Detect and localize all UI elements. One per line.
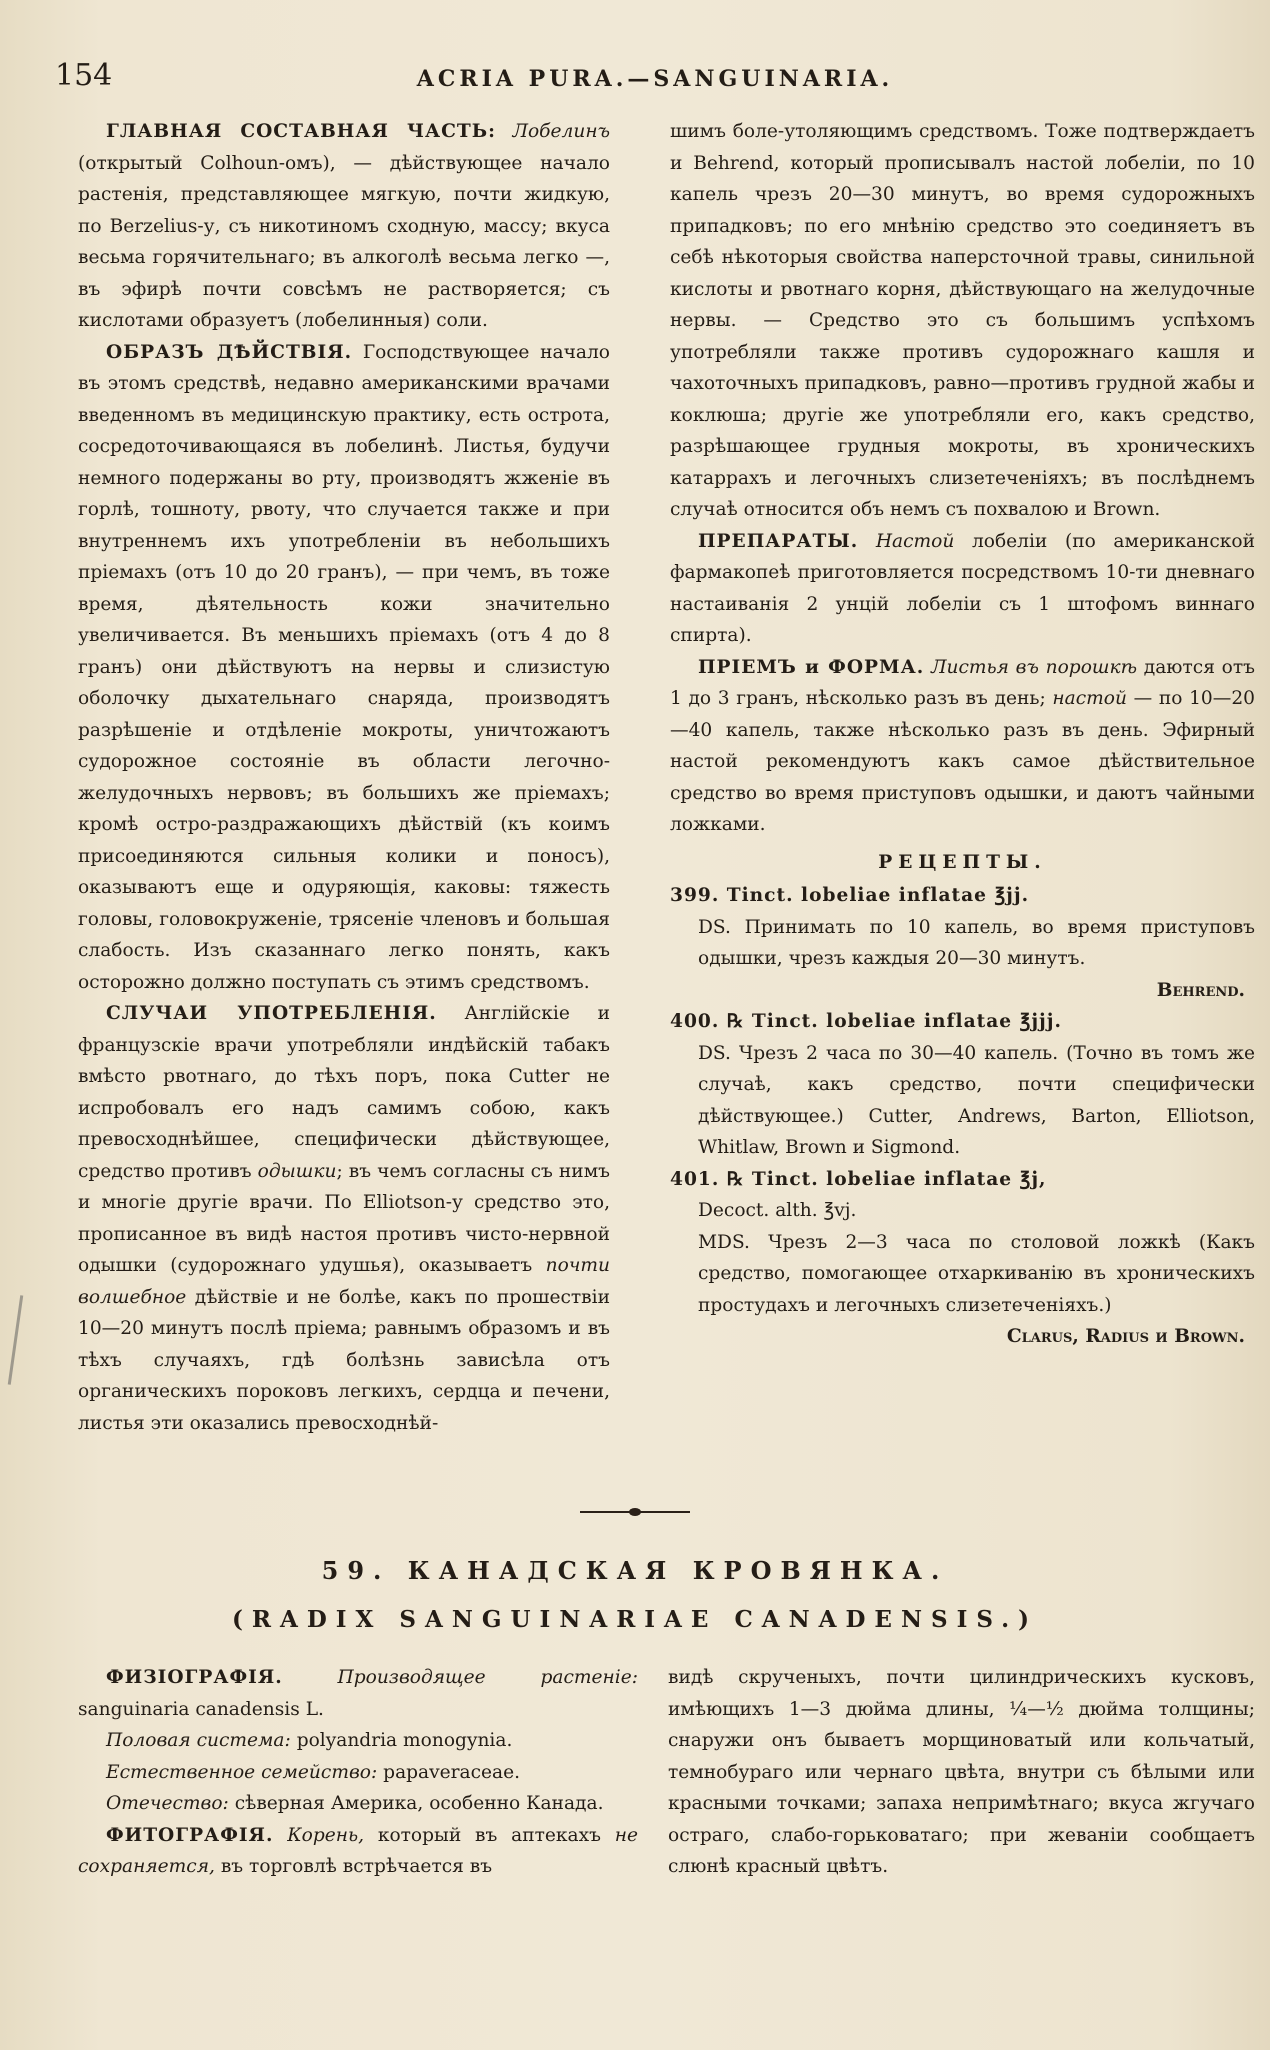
section-right-column bbox=[668, 1662, 1255, 1883]
heading-preparations: ПРЕПАРАТЫ. bbox=[698, 530, 859, 552]
running-head: ACRIA PURA.—SANGUINARIA. bbox=[416, 66, 894, 92]
text-mode-of-action: Господствующее начало въ этомъ средствѣ, недавно американскими врачами введенномъ въ медицинскую практику, есть острота, сосредоточивающаяся въ лобелинѣ. Листья, будучи немного подержаны во рту, производятъ жженіе въ горлѣ, тошноту, рвоту, что случается также и при внутреннемъ ихъ употребленіи въ небольшихъ пріемахъ (отъ 10 до 20 гранъ), — при чемъ, въ тоже время, дѣятельность кожи значительно увеличивается. Въ меньшихъ пріемахъ (отъ 4 до 8 гранъ) они дѣйствуютъ на нервы и слизистую оболочку дыхательнаго снаряда, производятъ разрѣшеніе и отдѣленіе мокроты, уничтожаютъ судорожное состояніе въ области легочно-желудочныхъ нервовъ; въ большихъ же пріемахъ; кромѣ остро-раздражающихъ дѣйствій (къ коимъ присоединяются сильныя колики и поносъ), оказываютъ еще и одуряющія, каковы: тяжесть головы, головокруженіе, трясеніе членовъ и большая слабость. Изъ сказаннаго легко понять, какъ осторожно должно поступать съ этимъ средствомъ. bbox=[78, 341, 610, 993]
recipe-399-head: 399. Tinct. lobeliae inflatae ℥jj. bbox=[670, 885, 1030, 906]
recipe-400-head: 400. ℞ Tinct. lobeliae inflatae ℥jjj. bbox=[670, 1011, 1062, 1032]
left-column bbox=[78, 116, 610, 1439]
text-phytography-a: который въ аптекахъ bbox=[377, 1824, 601, 1846]
term-leaves-powder: Листья въ порошкѣ bbox=[930, 656, 1138, 678]
section-subtitle: (RADIX SANGUINARIAE CANADENSIS.) bbox=[231, 1606, 1039, 1633]
text-phytography-b: въ торговлѣ встрѣчается въ bbox=[220, 1856, 493, 1877]
paragraph-preparations bbox=[670, 526, 1255, 652]
section-divider bbox=[580, 1508, 690, 1516]
term-not-kept: не сохраняется, bbox=[78, 1824, 638, 1877]
phytography-continuation: видѣ скрученыхъ, почти цилиндрическихъ кусковъ, имѣющихъ 1—3 дюйма длины, ¼—½ дюйма толщины; снаружи онъ бываетъ морщиноватый или кольчатый, темнобураго или чернаго цвѣта, внутри съ бѣлыми или красными точками; запаха непримѣтнаго; вкуса жгучаго остраго, слабо-горьковатаго; при жеваніи сообщаетъ слюнѣ красный цвѣтъ. bbox=[668, 1667, 1255, 1877]
heading-phytography: ФИТОГРАФІЯ. bbox=[106, 1824, 274, 1846]
paragraph-cases-of-use bbox=[78, 998, 610, 1439]
paragraph-main-constituent bbox=[78, 116, 610, 337]
value-producing-plant: sanguinaria canadensis L. bbox=[78, 1698, 324, 1720]
value-sexual-system: polyandria monogynia. bbox=[296, 1730, 513, 1751]
page-number: 154 bbox=[55, 58, 113, 93]
text-cases-of-use-a: Англійскіе и французскіе врачи употребляли индѣйскій табакъ вмѣсто рвотнаго, до тѣхъ поръ, пока Cutter не испробовалъ его надъ самимъ собою, какъ превосходнѣйшее, специфически дѣйствующее, средство противъ bbox=[78, 1003, 611, 1182]
value-homeland: сѣверная Америка, особенно Канада. bbox=[234, 1793, 604, 1814]
recipe-401-sub: Decoct. alth. ℥vj. bbox=[698, 1200, 857, 1221]
recipe-401-body: MDS. Чрезъ 2—3 часа по столовой ложкѣ (Какъ средство, помогающее отхаркиванію въ хроническихъ простудахъ и легочныхъ слизетеченіяхъ.) bbox=[698, 1231, 1255, 1316]
recipe-401-author: Clarus, Radius и Brown. bbox=[1006, 1326, 1245, 1347]
term-root: Корень, bbox=[287, 1824, 365, 1846]
text-cases-of-use-b: ; въ чемъ согласны съ нимъ и многіе другіе врачи. По Elliotson-у средство это, прописанное въ видѣ настоя противъ чисто-нервной одышки (судорожнаго удушья), оказываетъ bbox=[78, 1160, 610, 1276]
term-dyspnea: одышки bbox=[257, 1160, 337, 1182]
heading-main-constituent: ГЛАВНАЯ СОСТАВНАЯ ЧАСТЬ: bbox=[106, 121, 496, 142]
text-main-constituent: (открытый Colhoun-омъ), — дѣйствующее начало растенія, представляющее мягкую, почти жидкую, по Berzelius-у, съ никотиномъ сходную, массу; вкуса весьма горячительнаго; въ алкоголѣ весьма легко —, въ эфирѣ почти совсѣмъ не растворяется; съ кислотами образуетъ (лобелинныя) соли. bbox=[78, 152, 610, 331]
section-title: 59. КАНАДСКАЯ КРОВЯНКА. bbox=[321, 1556, 949, 1585]
label-sexual-system: Половая система: bbox=[106, 1730, 291, 1751]
recipes-title: РЕЦЕПТЫ. bbox=[878, 851, 1047, 873]
homeland-line bbox=[78, 1788, 638, 1820]
term-almost-magical: почти волшебное bbox=[78, 1255, 610, 1308]
heading-dosage-form: ПРІЕМЪ и ФОРМА. bbox=[698, 656, 925, 678]
natural-family-line bbox=[78, 1757, 638, 1789]
sexual-system-line bbox=[78, 1725, 638, 1757]
recipe-399-body: DS. Принимать по 10 капель, во время приступовъ одышки, чрезъ каждыя 20—30 минутъ. bbox=[698, 916, 1255, 969]
paragraph-continuation: шимъ боле-утоляющимъ средствомъ. Тоже подтверждаетъ и Behrend, который прописывалъ настой лобеліи, по 10 капель чрезъ 20—30 минутъ, во время судорожныхъ припадковъ; по его мнѣнію средство это соединяетъ въ себѣ нѣкоторыя свойства наперсточной травы, синильной кислоты и рвотнаго корня, дѣйствующаго на желудочные нервы. — Средство это съ большимъ успѣхомъ употребляли также противъ судорожнаго кашля и чахоточныхъ припадковъ, равно—противъ грудной жабы и коклюша; другіе же употребляли его, какъ средство, разрѣшающее грудныя мокроты, въ хроническихъ катаррахъ и легочныхъ слизетеченіяхъ; въ послѣднемъ случаѣ относится объ немъ съ похвалою и Brown. bbox=[670, 121, 1255, 520]
heading-cases-of-use: СЛУЧАИ УПОТРЕБЛЕНІЯ. bbox=[106, 1003, 437, 1024]
page-header bbox=[55, 58, 1255, 98]
term-infusion: Настой bbox=[875, 530, 955, 552]
text-preparations: лобеліи (по американской фармакопеѣ приготовляется посредствомъ 10-ти дневнаго настаиванія 2 унцій лобеліи съ 1 штофомъ виннаго спирта). bbox=[670, 530, 1255, 646]
term-infusion-2: настой bbox=[1052, 688, 1127, 709]
text-cases-of-use-c: дѣйствіе и не болѣе, какъ по прошествіи 10—20 минутъ послѣ пріема; равнымъ образомъ и въ тѣхъ случаяхъ, гдѣ болѣзнь зависѣла отъ органическихъ пороковъ легкихъ, сердца и печени, листья эти оказались превосходнѣй- bbox=[78, 1286, 610, 1434]
text-dosage-b: — по 10—20—40 капель, также нѣсколько разъ въ день. Эфирный настой рекомендуютъ какъ самое дѣйствительное средство во время приступовъ одышки, и даютъ чайными ложками. bbox=[670, 688, 1255, 835]
label-natural-family: Естественное семейство: bbox=[106, 1761, 378, 1783]
label-producing-plant: Производящее растеніе: bbox=[337, 1667, 638, 1688]
heading-mode-of-action: ОБРАЗЪ ДѢЙСТВІЯ. bbox=[106, 341, 353, 363]
label-homeland: Отечество: bbox=[106, 1793, 229, 1814]
physiography-line bbox=[78, 1662, 638, 1725]
heading-physiography: ФИЗІОГРАФІЯ. bbox=[106, 1667, 283, 1688]
right-column bbox=[670, 116, 1255, 1353]
recipe-401-head: 401. ℞ Tinct. lobeliae inflatae ℥j, bbox=[670, 1168, 1047, 1190]
margin-pencil-mark bbox=[8, 1295, 23, 1385]
section-left-column bbox=[78, 1662, 638, 1883]
recipe-399-author: Behrend. bbox=[1156, 979, 1245, 1001]
value-natural-family: papaveraceae. bbox=[383, 1761, 521, 1783]
divider-ornament bbox=[629, 1508, 641, 1516]
phytography-paragraph bbox=[78, 1820, 638, 1883]
text-dosage-a: даются отъ 1 до 3 гранъ, нѣсколько разъ въ день; bbox=[670, 656, 1255, 709]
recipe-400-body: DS. Чрезъ 2 часа по 30—40 капель. (Точно въ томъ же случаѣ, какъ средство, почти специфически дѣйствующее.) Cutter, Andrews, Barton, Elliotson, Whitlaw, Brown и Sigmond. bbox=[698, 1042, 1255, 1158]
paragraph-mode-of-action bbox=[78, 337, 610, 999]
paragraph-dosage-form bbox=[670, 652, 1255, 841]
term-lobelin: Лобелинъ bbox=[512, 121, 610, 142]
